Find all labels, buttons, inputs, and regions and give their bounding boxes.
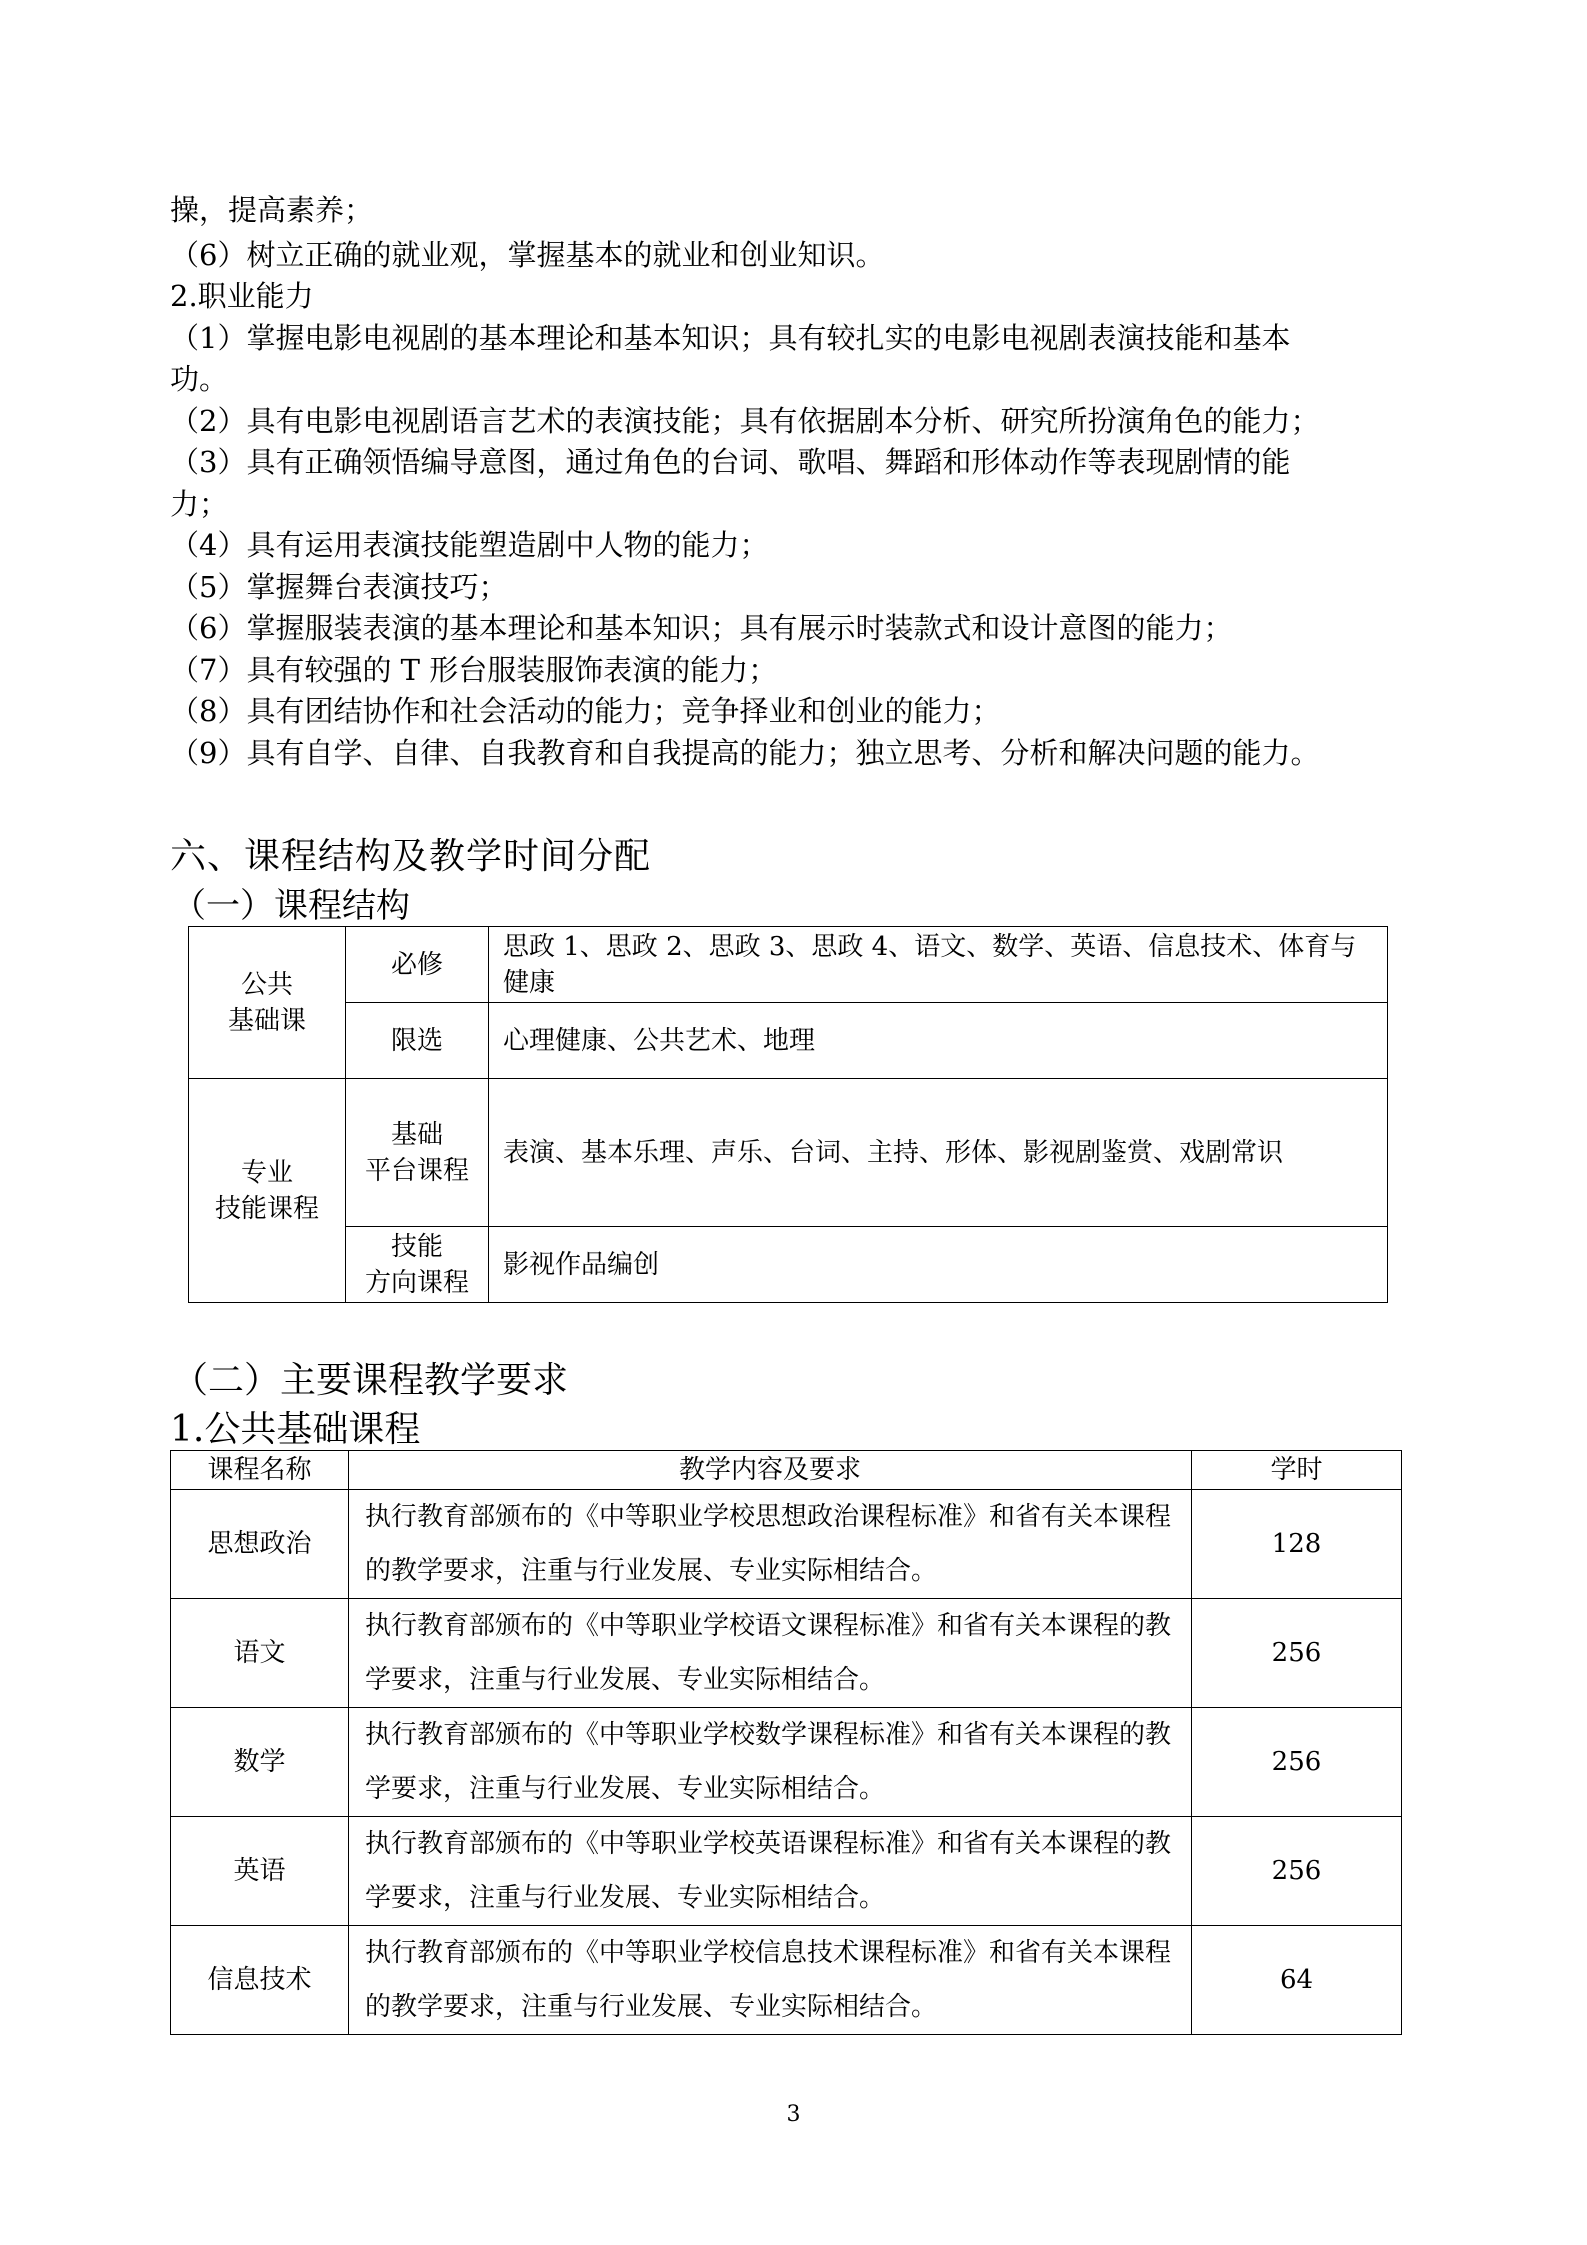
content-line: 的教学要求，注重与行业发展、专业实际相结合。 (365, 1556, 938, 1586)
paragraph-line: （7）具有较强的 T 形台服装服饰表演的能力； (170, 653, 778, 687)
paragraph-line: 功。 (170, 362, 229, 396)
content-cell: 影视作品编创 (489, 1227, 1388, 1303)
paragraph-line: （6）掌握服装表演的基本理论和基本知识；具有展示时装款式和设计意图的能力； (170, 611, 1233, 645)
course-content-cell (349, 1599, 1192, 1708)
table-row (189, 1003, 1388, 1079)
column-header: 课程名称 (171, 1451, 349, 1490)
content-line: 的教学要求，注重与行业发展、专业实际相结合。 (365, 1992, 938, 2022)
column-header: 学时 (1192, 1451, 1402, 1490)
course-name-cell: 英语 (171, 1817, 349, 1926)
paragraph-line: 操，提高素养； (170, 193, 374, 227)
hours-cell: 256 (1192, 1708, 1402, 1817)
course-content-cell (349, 1817, 1192, 1926)
subsection-title: （二）主要课程教学要求 (172, 1360, 569, 1401)
course-name-cell: 语文 (171, 1599, 349, 1708)
hours-cell: 64 (1192, 1926, 1402, 2035)
course-structure-table (188, 926, 1388, 1303)
table-row (171, 1599, 1402, 1708)
group-name-line: 专业 (240, 1157, 293, 1188)
paragraph-line: （8）具有团结协作和社会活动的能力；竞争择业和创业的能力； (170, 694, 1001, 728)
table-row (171, 1708, 1402, 1817)
table-row (189, 927, 1388, 1003)
content-cell: 表演、基本乐理、声乐、台词、主持、形体、影视剧鉴赏、戏剧常识 (489, 1079, 1388, 1227)
type-cell (346, 1079, 489, 1227)
type-line: 基础 (390, 1119, 443, 1150)
paragraph-line: （9）具有自学、自律、自我教育和自我提高的能力；独立思考、分析和解决问题的能力。 (170, 736, 1320, 770)
column-header: 教学内容及要求 (349, 1451, 1192, 1490)
group-cell (189, 1079, 346, 1303)
course-requirements-table (170, 1450, 1402, 2035)
content-cell: 心理健康、公共艺术、地理 (489, 1003, 1388, 1079)
paragraph-line: 力； (170, 487, 229, 521)
hours-cell: 128 (1192, 1490, 1402, 1599)
table-row (171, 1926, 1402, 2035)
content-line: 执行教育部颁布的《中等职业学校英语课程标准》和省有关本课程的教 (365, 1829, 1172, 1859)
content-cell: 思政 1、思政 2、思政 3、思政 4、语文、数学、英语、信息技术、体育与健康 (489, 927, 1388, 1003)
content-line: 学要求，注重与行业发展、专业实际相结合。 (365, 1774, 886, 1804)
table-row (189, 1227, 1388, 1303)
section-title: 六、课程结构及教学时间分配 (170, 836, 652, 877)
paragraph-line: （2）具有电影电视剧语言艺术的表演技能；具有依据剧本分析、研究所扮演角色的能力； (170, 404, 1320, 438)
content-line: 执行教育部颁布的《中等职业学校思想政治课程标准》和省有关本课程 (365, 1502, 1172, 1532)
course-name-cell: 思想政治 (171, 1490, 349, 1599)
page-number: 3 (786, 2102, 801, 2127)
type-cell: 必修 (346, 927, 489, 1003)
table-row (189, 1079, 1388, 1227)
subsection-title: （一）课程结构 (172, 886, 410, 926)
content-line: 学要求，注重与行业发展、专业实际相结合。 (365, 1665, 886, 1695)
paragraph-line: （1）掌握电影电视剧的基本理论和基本知识；具有较扎实的电影电视剧表演技能和基本 (170, 321, 1291, 355)
group-name-line: 技能课程 (214, 1193, 319, 1224)
content-line: 执行教育部颁布的《中等职业学校语文课程标准》和省有关本课程的教 (365, 1611, 1172, 1641)
table-row (171, 1817, 1402, 1926)
content-line: 执行教育部颁布的《中等职业学校数学课程标准》和省有关本课程的教 (365, 1720, 1172, 1750)
group-cell (189, 927, 346, 1079)
paragraph-line: （4）具有运用表演技能塑造剧中人物的能力； (170, 528, 769, 562)
course-content-cell (349, 1926, 1192, 2035)
table-row (171, 1490, 1402, 1599)
subsection-title: 1.公共基础课程 (170, 1409, 421, 1450)
paragraph-line: （5）掌握舞台表演技巧； (170, 570, 508, 604)
course-name-cell: 数学 (171, 1708, 349, 1817)
type-line: 技能 (390, 1231, 443, 1262)
course-content-cell (349, 1490, 1192, 1599)
content-line: 执行教育部颁布的《中等职业学校信息技术课程标准》和省有关本课程 (365, 1938, 1172, 1968)
type-cell: 限选 (346, 1003, 489, 1079)
type-line: 平台课程 (364, 1155, 469, 1186)
group-name-line: 基础课 (227, 1005, 306, 1036)
paragraph-line: （6）树立正确的就业观，掌握基本的就业和创业知识。 (170, 238, 885, 272)
group-name-line: 公共 (240, 969, 293, 1000)
hours-cell: 256 (1192, 1817, 1402, 1926)
content-line: 学要求，注重与行业发展、专业实际相结合。 (365, 1883, 886, 1913)
course-name-cell: 信息技术 (171, 1926, 349, 2035)
paragraph-heading: 2.职业能力 (170, 279, 314, 313)
type-line: 方向课程 (364, 1267, 469, 1298)
paragraph-line: （3）具有正确领悟编导意图，通过角色的台词、歌唱、舞蹈和形体动作等表现剧情的能 (170, 445, 1291, 479)
hours-cell: 256 (1192, 1599, 1402, 1708)
type-cell (346, 1227, 489, 1303)
table-header-row (171, 1451, 1402, 1490)
course-content-cell (349, 1708, 1192, 1817)
